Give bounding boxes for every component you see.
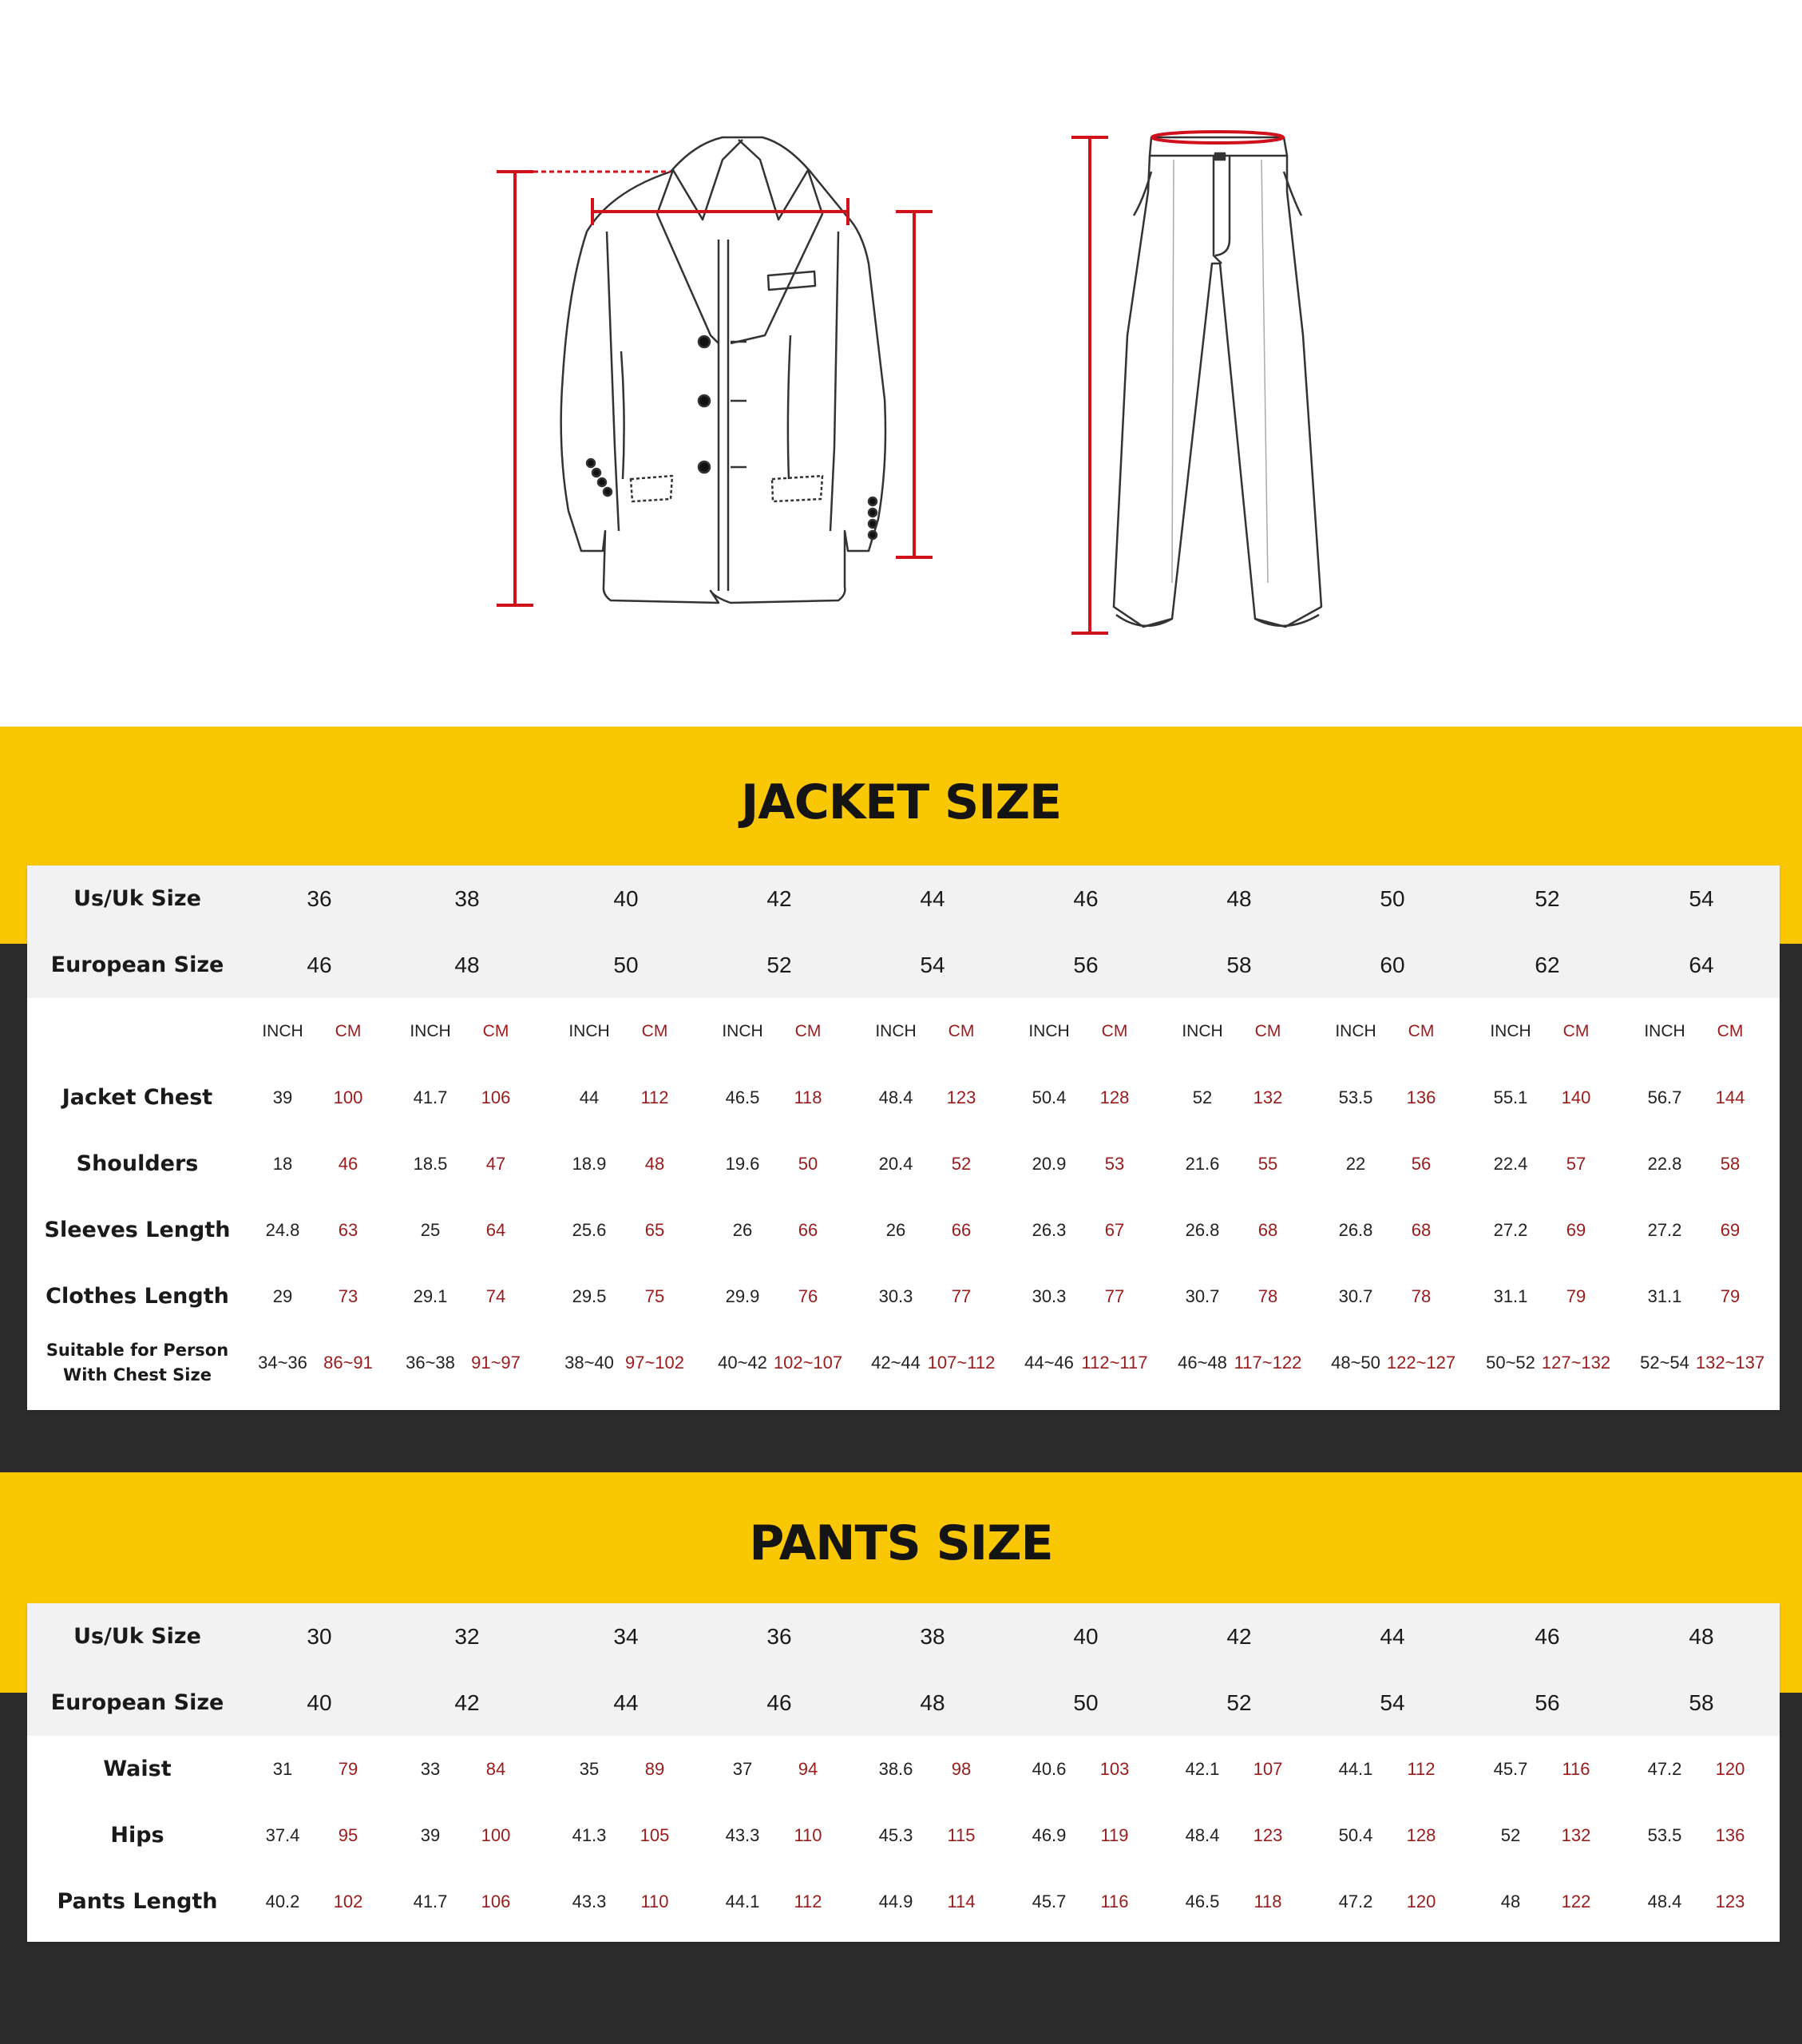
- us-size-value: 36: [766, 1623, 792, 1649]
- unit-inch-header: INCH: [1182, 1021, 1223, 1040]
- inch-value: 34~36: [258, 1352, 307, 1373]
- us-size-label: Us/Uk Size: [73, 886, 201, 911]
- cm-value: 123: [946, 1087, 976, 1107]
- european-size-value: 48: [920, 1689, 945, 1715]
- inch-value: 45.7: [1493, 1758, 1528, 1779]
- inch-value: 30.3: [878, 1285, 913, 1306]
- cm-value: 118: [794, 1087, 822, 1107]
- inch-value: 44.9: [878, 1891, 913, 1911]
- jacket-measure-row: [27, 1263, 1780, 1329]
- inch-value: 45.7: [1032, 1891, 1067, 1911]
- cm-value: 47: [485, 1153, 506, 1174]
- jacket-eu-size-row: [27, 932, 1780, 998]
- measure-label: Pants Length: [57, 1889, 218, 1914]
- inch-value: 56.7: [1647, 1087, 1682, 1107]
- european-size-label: European Size: [50, 1690, 224, 1715]
- inch-value: 42.1: [1185, 1758, 1220, 1779]
- us-size-value: 40: [1073, 1623, 1099, 1649]
- inch-value: 27.2: [1493, 1219, 1528, 1240]
- cm-value: 102~107: [773, 1352, 843, 1373]
- cm-value: 140: [1561, 1087, 1591, 1107]
- european-size-value: 62: [1535, 952, 1560, 977]
- cm-value: 120: [1406, 1891, 1436, 1911]
- inch-value: 46.5: [1185, 1891, 1220, 1911]
- european-size-value: 64: [1689, 952, 1714, 977]
- inch-value: 46~48: [1178, 1352, 1227, 1373]
- inch-value: 52~54: [1640, 1352, 1689, 1373]
- european-size-value: 44: [613, 1689, 639, 1715]
- cm-value: 64: [485, 1219, 506, 1240]
- cm-value: 116: [1100, 1891, 1129, 1911]
- european-size-value: 50: [613, 952, 639, 977]
- unit-cm-header: CM: [1562, 1021, 1590, 1040]
- cm-value: 118: [1253, 1891, 1282, 1911]
- cm-value: 132: [1253, 1087, 1283, 1107]
- measure-label: Suitable for Person With Chest Size: [46, 1340, 229, 1384]
- cm-value: 116: [1562, 1758, 1590, 1779]
- european-size-value: 58: [1226, 952, 1252, 977]
- cm-value: 78: [1411, 1285, 1432, 1306]
- cm-value: 97~102: [624, 1352, 685, 1373]
- inch-value: 18.9: [572, 1153, 607, 1174]
- us-size-value: 32: [454, 1623, 480, 1649]
- cm-value: 73: [338, 1285, 358, 1306]
- cm-value: 86~91: [323, 1352, 373, 1373]
- measure-label: Jacket Chest: [61, 1085, 213, 1110]
- inch-value: 38~40: [564, 1352, 614, 1373]
- inch-value: 39: [272, 1087, 293, 1107]
- inch-value: 41.7: [413, 1087, 448, 1107]
- cm-value: 56: [1411, 1153, 1432, 1174]
- cm-value: 89: [644, 1758, 665, 1779]
- european-size-value: 54: [920, 952, 945, 977]
- cm-value: 95: [338, 1824, 358, 1845]
- pants-section-title: PANTS SIZE: [749, 1515, 1053, 1571]
- inch-value: 50.4: [1032, 1087, 1067, 1107]
- cm-value: 75: [644, 1285, 665, 1306]
- cm-value: 132: [1561, 1824, 1591, 1845]
- inch-value: 35: [579, 1758, 600, 1779]
- european-size-value: 52: [1226, 1689, 1252, 1715]
- unit-inch-header: INCH: [1335, 1021, 1376, 1040]
- cm-value: 110: [794, 1824, 822, 1845]
- pants-measure-row: [27, 1736, 1780, 1802]
- european-size-value: 58: [1689, 1689, 1714, 1715]
- pants-measure-row: [27, 1868, 1780, 1935]
- cm-value: 79: [1566, 1285, 1586, 1306]
- cm-value: 68: [1257, 1219, 1278, 1240]
- inch-value: 22.4: [1493, 1153, 1528, 1174]
- unit-cm-header: CM: [1101, 1021, 1128, 1040]
- cm-value: 79: [338, 1758, 358, 1779]
- us-size-value: 50: [1380, 885, 1405, 911]
- jacket-measure-row: [27, 1329, 1780, 1396]
- european-size-value: 60: [1380, 952, 1405, 977]
- cm-value: 79: [1720, 1285, 1741, 1306]
- us-size-label: Us/Uk Size: [73, 1624, 201, 1649]
- inch-value: 46.5: [725, 1087, 760, 1107]
- cm-value: 84: [485, 1758, 506, 1779]
- cm-value: 132~137: [1695, 1352, 1765, 1373]
- measure-label: Shoulders: [76, 1151, 199, 1176]
- unit-cm-header: CM: [794, 1021, 822, 1040]
- inch-value: 20.9: [1032, 1153, 1067, 1174]
- unit-inch-header: INCH: [262, 1021, 303, 1040]
- us-size-value: 42: [1226, 1623, 1252, 1649]
- inch-value: 27.2: [1647, 1219, 1682, 1240]
- unit-inch-header: INCH: [568, 1021, 610, 1040]
- us-size-value: 52: [1535, 885, 1560, 911]
- cm-value: 112: [1407, 1758, 1436, 1779]
- cm-value: 122: [1561, 1891, 1591, 1911]
- inch-value: 52: [1500, 1824, 1521, 1845]
- inch-value: 29: [272, 1285, 293, 1306]
- inch-value: 30.3: [1032, 1285, 1067, 1306]
- inch-value: 52: [1192, 1087, 1213, 1107]
- inch-value: 40~42: [718, 1352, 767, 1373]
- inch-value: 37: [732, 1758, 753, 1779]
- cm-value: 100: [333, 1087, 363, 1107]
- cm-value: 100: [481, 1824, 511, 1845]
- inch-value: 53.5: [1338, 1087, 1373, 1107]
- cm-value: 65: [644, 1219, 665, 1240]
- inch-value: 31.1: [1647, 1285, 1682, 1306]
- inch-value: 40.2: [265, 1891, 300, 1911]
- cm-value: 74: [485, 1285, 506, 1306]
- cm-value: 105: [640, 1824, 670, 1845]
- us-size-value: 46: [1535, 1623, 1560, 1649]
- inch-value: 43.3: [572, 1891, 607, 1911]
- cm-value: 48: [644, 1153, 665, 1174]
- us-size-value: 36: [307, 885, 332, 911]
- cm-value: 107~112: [927, 1352, 996, 1373]
- cm-value: 66: [951, 1219, 972, 1240]
- pants-us-size-row: [27, 1603, 1780, 1670]
- inch-value: 55.1: [1493, 1087, 1528, 1107]
- european-size-value: 48: [454, 952, 480, 977]
- inch-value: 48: [1500, 1891, 1521, 1911]
- cm-value: 119: [1100, 1824, 1129, 1845]
- inch-value: 26.8: [1185, 1219, 1220, 1240]
- inch-value: 41.7: [413, 1891, 448, 1911]
- inch-value: 30.7: [1338, 1285, 1373, 1306]
- cm-value: 94: [798, 1758, 818, 1779]
- jacket-section-title: JACKET SIZE: [740, 774, 1062, 830]
- cm-value: 50: [798, 1153, 818, 1174]
- unit-inch-header: INCH: [410, 1021, 451, 1040]
- cm-value: 120: [1715, 1758, 1745, 1779]
- jacket-measure-row: [27, 1131, 1780, 1197]
- inch-value: 48~50: [1331, 1352, 1380, 1373]
- unit-cm-header: CM: [1408, 1021, 1435, 1040]
- illustration-area: [0, 0, 1802, 727]
- us-size-value: 54: [1689, 885, 1714, 911]
- inch-value: 40.6: [1032, 1758, 1067, 1779]
- cm-value: 55: [1257, 1153, 1278, 1174]
- cm-value: 106: [481, 1891, 511, 1911]
- inch-value: 18.5: [413, 1153, 448, 1174]
- inch-value: 50.4: [1338, 1824, 1373, 1845]
- cm-value: 68: [1411, 1219, 1432, 1240]
- inch-value: 44: [579, 1087, 600, 1107]
- cm-value: 58: [1720, 1153, 1741, 1174]
- pants-size-table: [27, 1603, 1780, 1942]
- cm-value: 128: [1406, 1824, 1436, 1845]
- inch-value: 31: [272, 1758, 293, 1779]
- cm-value: 77: [1104, 1285, 1125, 1306]
- inch-value: 50~52: [1486, 1352, 1535, 1373]
- cm-value: 57: [1566, 1153, 1586, 1174]
- garment-illustrations: [0, 0, 1802, 727]
- cm-value: 110: [640, 1891, 669, 1911]
- unit-cm-header: CM: [335, 1021, 362, 1040]
- cm-value: 123: [1253, 1824, 1283, 1845]
- european-size-value: 46: [307, 952, 332, 977]
- unit-cm-header: CM: [1254, 1021, 1281, 1040]
- european-size-value: 56: [1073, 952, 1099, 977]
- inch-value: 42~44: [871, 1352, 921, 1373]
- unit-inch-header: INCH: [1644, 1021, 1685, 1040]
- pants-measure-row: [27, 1802, 1780, 1868]
- inch-value: 20.4: [878, 1153, 913, 1174]
- pants-drawing: [1114, 137, 1321, 627]
- us-size-value: 40: [613, 885, 639, 911]
- inch-value: 26: [732, 1219, 753, 1240]
- inch-value: 47.2: [1338, 1891, 1373, 1911]
- inch-value: 48.4: [878, 1087, 913, 1107]
- cm-value: 112~117: [1081, 1352, 1148, 1373]
- inch-value: 26: [885, 1219, 906, 1240]
- cm-value: 53: [1104, 1153, 1125, 1174]
- inch-value: 38.6: [878, 1758, 913, 1779]
- jacket-measure-row: [27, 1064, 1780, 1131]
- cm-value: 69: [1720, 1219, 1741, 1240]
- inch-value: 29.5: [572, 1285, 607, 1306]
- inch-value: 36~38: [406, 1352, 455, 1373]
- cm-value: 127~132: [1541, 1352, 1611, 1373]
- european-size-value: 40: [307, 1689, 332, 1715]
- unit-inch-header: INCH: [722, 1021, 763, 1040]
- measure-label: Sleeves Length: [44, 1218, 231, 1242]
- cm-value: 103: [1099, 1758, 1130, 1779]
- inch-value: 46.9: [1032, 1824, 1067, 1845]
- cm-value: 106: [481, 1087, 511, 1107]
- european-size-value: 42: [454, 1689, 480, 1715]
- inch-value: 29.1: [413, 1285, 448, 1306]
- european-size-value: 54: [1380, 1689, 1405, 1715]
- inch-value: 48.4: [1185, 1824, 1220, 1845]
- cm-value: 69: [1566, 1219, 1586, 1240]
- us-size-value: 30: [307, 1623, 332, 1649]
- us-size-value: 38: [454, 885, 480, 911]
- cm-value: 102: [333, 1891, 363, 1911]
- european-size-label: European Size: [50, 953, 224, 977]
- european-size-value: 46: [766, 1689, 792, 1715]
- inch-value: 31.1: [1493, 1285, 1528, 1306]
- inch-value: 22: [1345, 1153, 1366, 1174]
- jacket-measure-row: [27, 1197, 1780, 1263]
- unit-inch-header: INCH: [875, 1021, 917, 1040]
- jacket-size-table: [27, 866, 1780, 1410]
- unit-cm-header: CM: [482, 1021, 509, 1040]
- inch-value: 44~46: [1024, 1352, 1074, 1373]
- inch-value: 19.6: [725, 1153, 760, 1174]
- inch-value: 25.6: [572, 1219, 607, 1240]
- cm-value: 128: [1099, 1087, 1130, 1107]
- european-size-value: 56: [1535, 1689, 1560, 1715]
- inch-value: 22.8: [1647, 1153, 1682, 1174]
- unit-cm-header: CM: [1717, 1021, 1744, 1040]
- cm-value: 46: [338, 1153, 358, 1174]
- unit-inch-header: INCH: [1490, 1021, 1531, 1040]
- european-size-value: 52: [766, 952, 792, 977]
- us-size-value: 34: [613, 1623, 639, 1649]
- cm-value: 63: [338, 1219, 358, 1240]
- cm-value: 67: [1104, 1219, 1125, 1240]
- us-size-value: 44: [920, 885, 945, 911]
- inch-value: 48.4: [1647, 1891, 1682, 1911]
- cm-value: 76: [798, 1285, 818, 1306]
- inch-value: 30.7: [1185, 1285, 1220, 1306]
- inch-value: 41.3: [572, 1824, 607, 1845]
- jacket-unit-header-row: [27, 998, 1780, 1064]
- inch-value: 44.1: [1338, 1758, 1373, 1779]
- inch-value: 29.9: [725, 1285, 760, 1306]
- inch-value: 53.5: [1647, 1824, 1682, 1845]
- cm-value: 117~122: [1234, 1352, 1302, 1373]
- cm-value: 112: [640, 1087, 669, 1107]
- inch-value: 39: [420, 1824, 441, 1845]
- measure-label: Waist: [103, 1757, 172, 1781]
- jacket-us-size-row: [27, 866, 1780, 932]
- cm-value: 98: [951, 1758, 972, 1779]
- cm-value: 78: [1257, 1285, 1278, 1306]
- european-size-value: 50: [1073, 1689, 1099, 1715]
- unit-cm-header: CM: [641, 1021, 668, 1040]
- us-size-value: 46: [1073, 885, 1099, 911]
- inch-value: 44.1: [725, 1891, 760, 1911]
- jacket-drawing: [561, 137, 885, 603]
- inch-value: 25: [420, 1219, 441, 1240]
- cm-value: 115: [947, 1824, 976, 1845]
- inch-value: 45.3: [878, 1824, 913, 1845]
- cm-value: 123: [1715, 1891, 1745, 1911]
- cm-value: 122~127: [1386, 1352, 1456, 1373]
- inch-value: 43.3: [725, 1824, 760, 1845]
- unit-inch-header: INCH: [1028, 1021, 1070, 1040]
- inch-value: 21.6: [1185, 1153, 1220, 1174]
- cm-value: 136: [1715, 1824, 1745, 1845]
- pants-measure-lines: [1071, 132, 1283, 633]
- us-size-value: 48: [1689, 1623, 1714, 1649]
- cm-value: 66: [798, 1219, 818, 1240]
- inch-value: 18: [272, 1153, 293, 1174]
- cm-value: 114: [947, 1891, 976, 1911]
- us-size-value: 38: [920, 1623, 945, 1649]
- inch-value: 37.4: [265, 1824, 300, 1845]
- inch-value: 24.8: [265, 1219, 300, 1240]
- cm-value: 77: [951, 1285, 972, 1306]
- cm-value: 136: [1406, 1087, 1436, 1107]
- us-size-value: 44: [1380, 1623, 1405, 1649]
- cm-value: 107: [1253, 1758, 1283, 1779]
- cm-value: 91~97: [471, 1352, 521, 1373]
- measure-label: Clothes Length: [46, 1284, 229, 1309]
- inch-value: 33: [420, 1758, 441, 1779]
- pants-eu-size-row: [27, 1670, 1780, 1736]
- cm-value: 112: [794, 1891, 822, 1911]
- inch-value: 26.8: [1338, 1219, 1373, 1240]
- measure-label: Hips: [110, 1823, 164, 1848]
- unit-cm-header: CM: [948, 1021, 975, 1040]
- inch-value: 26.3: [1032, 1219, 1067, 1240]
- us-size-value: 42: [766, 885, 792, 911]
- us-size-value: 48: [1226, 885, 1252, 911]
- cm-value: 52: [951, 1153, 972, 1174]
- cm-value: 144: [1715, 1087, 1745, 1107]
- inch-value: 47.2: [1647, 1758, 1682, 1779]
